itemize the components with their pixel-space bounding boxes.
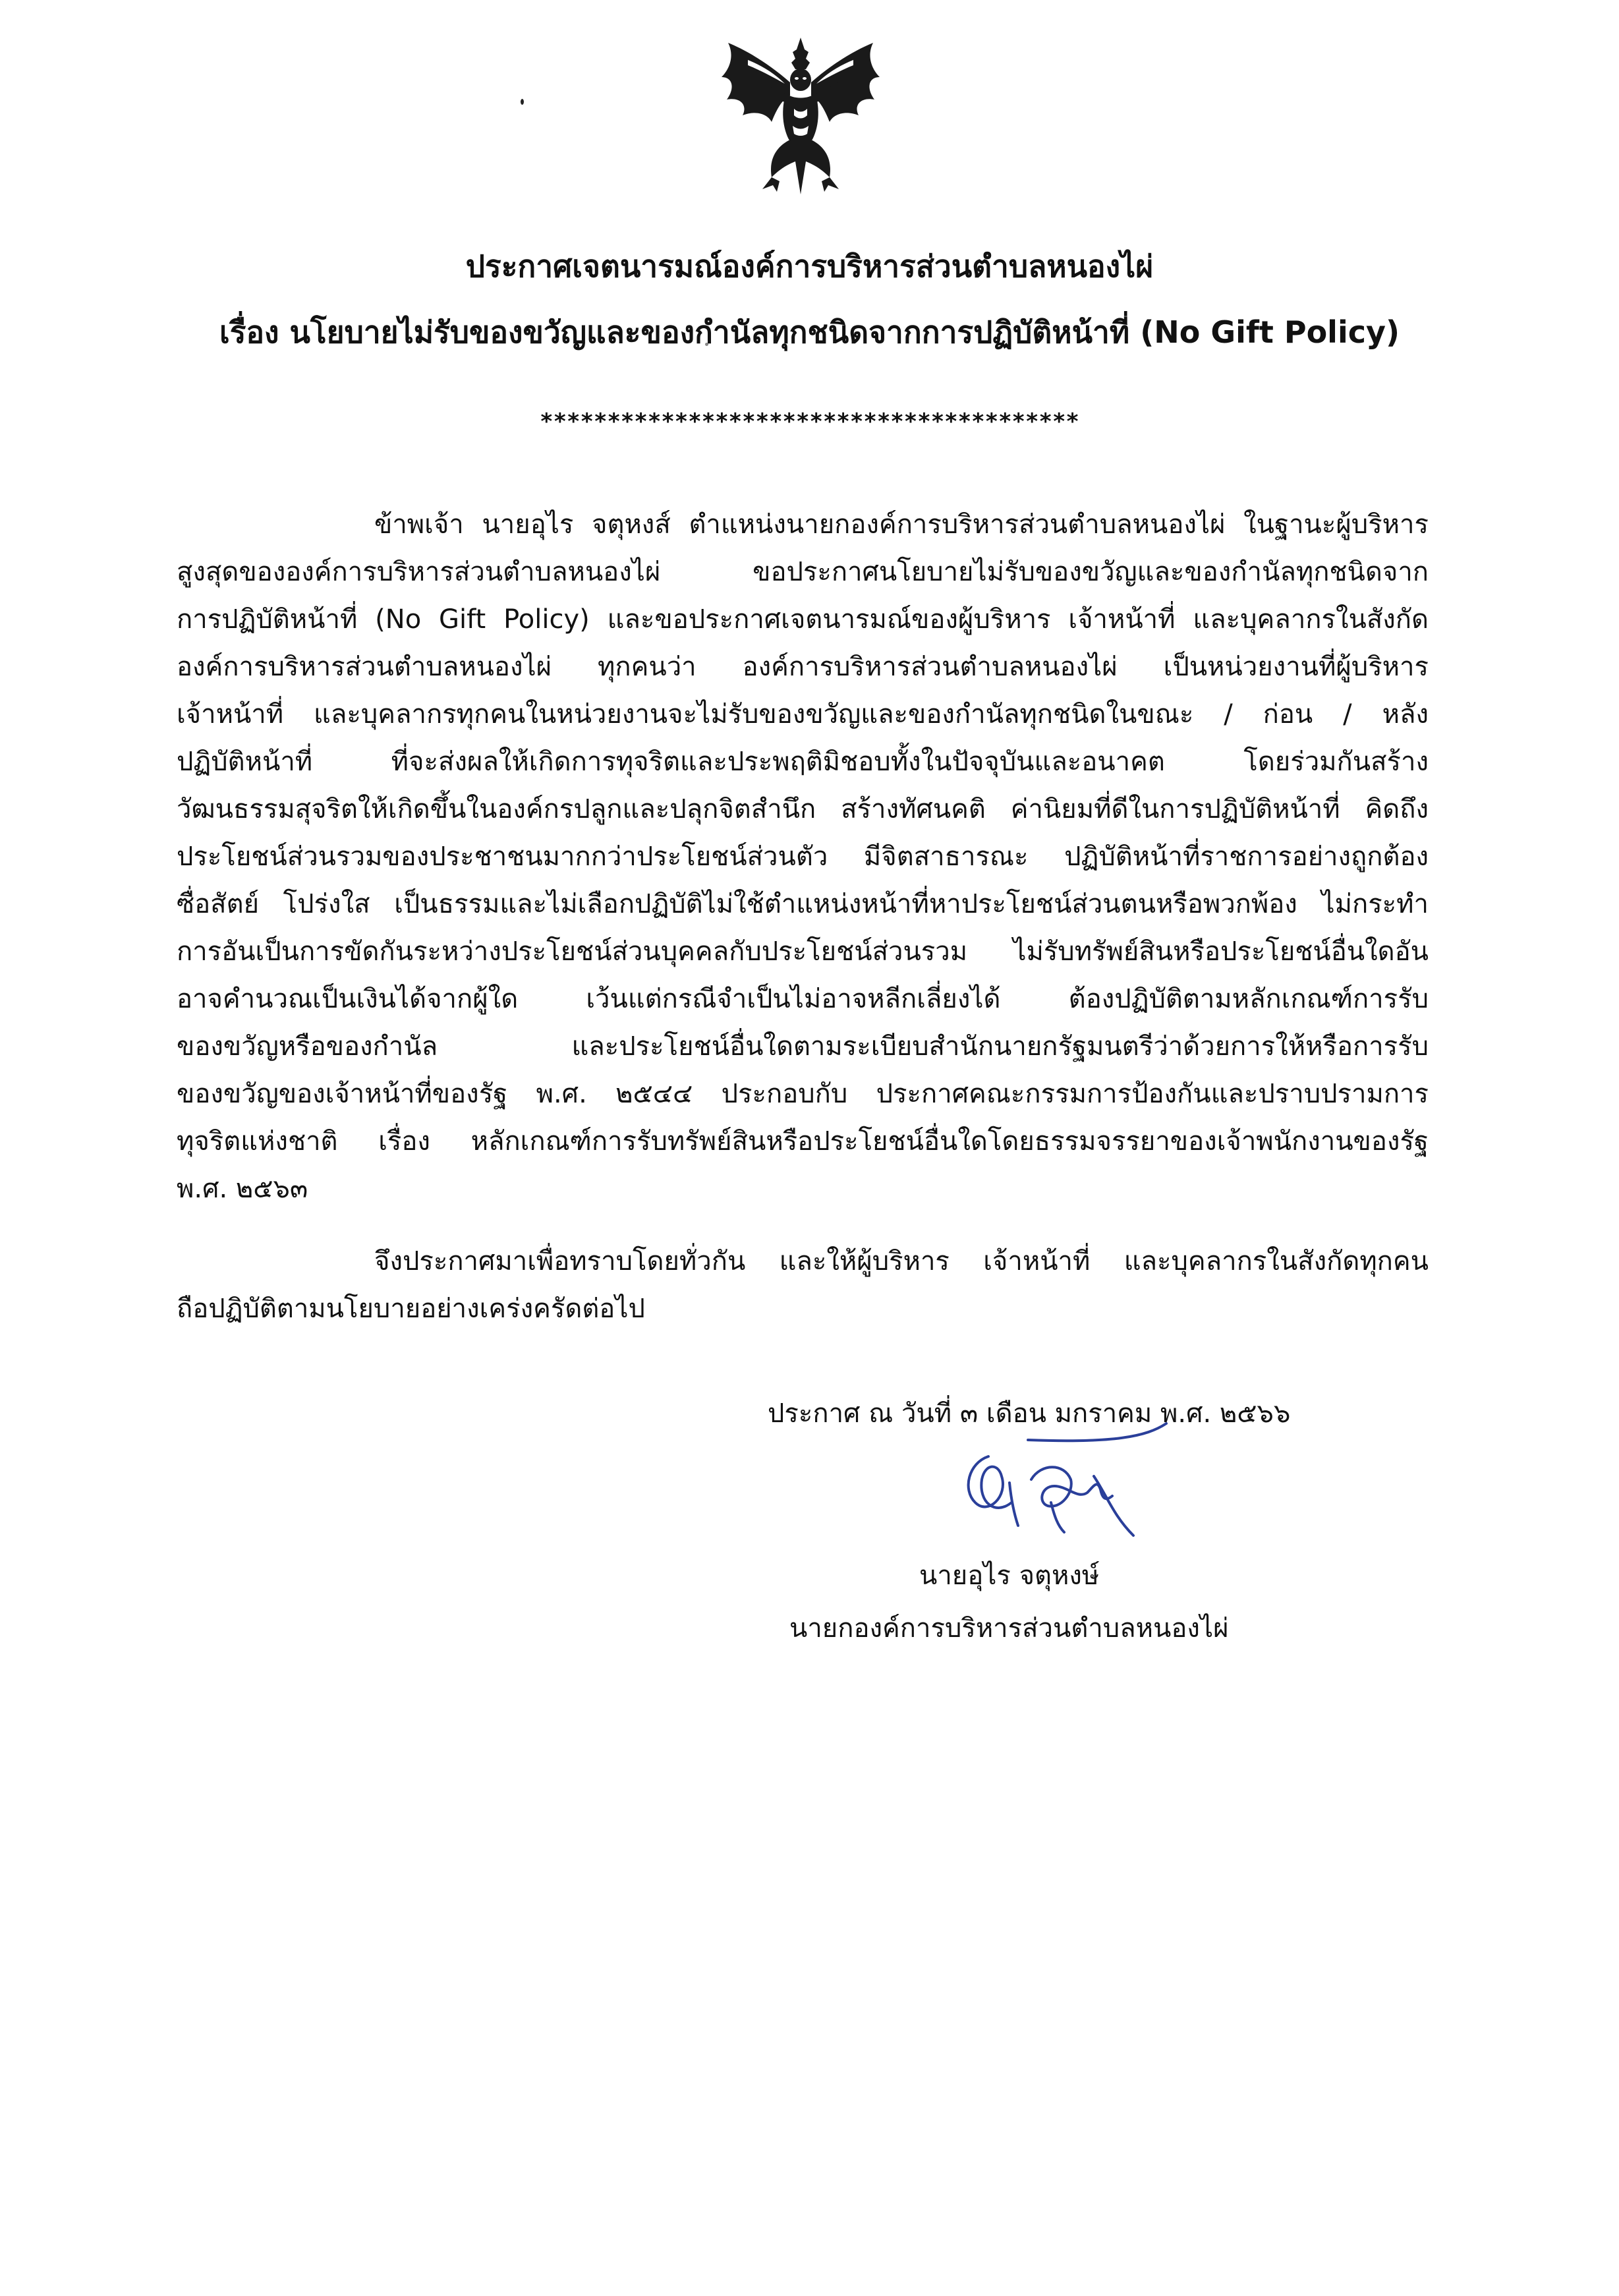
body-line: สูงสุดขององค์การบริหารส่วนตำบลหนองไผ่ ขอประกาศนโยบายไม่รับของขวัญและของกำนัลทุกชนิดจาก — [177, 557, 1429, 587]
body-line: พ.ศ. ๒๕๖๓ — [177, 1174, 308, 1204]
garuda-emblem-icon — [708, 36, 893, 201]
scan-speck — [521, 99, 524, 105]
body-line: ซื่อสัตย์ โปร่งใส เป็นธรรมและไม่เลือกปฏิบัติไม่ใช้ตำแหน่งหน้าที่หาประโยชน์ส่วนตนหรือพวกพ้อง ไม่กระทำ — [177, 889, 1429, 919]
handwritten-signature — [949, 1417, 1186, 1568]
body-line: ประโยชน์ส่วนรวมของประชาชนมากกว่าประโยชน์ส่วนตัว มีจิตสาธารณะ ปฏิบัติหน้าที่ราชการอย่างถูกต้อง — [177, 842, 1429, 872]
signer-name: นายอุไร จตุหงษ์ — [919, 1561, 1100, 1591]
body-line: อาจคำนวณเป็นเงินได้จากผู้ใด เว้นแต่กรณีจำเป็นไม่อาจหลีกเลี่ยงได้ ต้องปฏิบัติตามหลักเกณฑ์การรับ — [177, 984, 1429, 1014]
body-line: การปฏิบัติหน้าที่ (No Gift Policy) และขอประกาศเจตนารมณ์ของผู้บริหาร เจ้าหน้าที่ และบุคลากรในสังกัด — [177, 604, 1429, 635]
closing-line: จึงประกาศมาเพื่อทราบโดยทั่วกัน และให้ผู้บริหาร เจ้าหน้าที่ และบุคลากรในสังกัดทุกคน — [374, 1246, 1429, 1277]
document-title-line-2: เรื่อง นโยบายไม่รับของขวัญและของกำนัลทุกชนิดจากการปฏิบัติหน้าที่ (No Gift Policy) — [219, 314, 1400, 350]
body-line: ทุจริตแห่งชาติ เรื่อง หลักเกณฑ์การรับทรัพย์สินหรือประโยชน์อื่นใดโดยธรรมจรรยาของเจ้าพนักงานของรัฐ — [177, 1126, 1429, 1157]
body-line: ของขวัญของเจ้าหน้าที่ของรัฐ พ.ศ. ๒๕๔๔ ประกอบกับ ประกาศคณะกรรมการป้องกันและปราบปรามการ — [177, 1079, 1429, 1109]
body-line: ข้าพเจ้า นายอุไร จตุหงส์ ตำแหน่งนายกองค์การบริหารส่วนตำบลหนองไผ่ ในฐานะผู้บริหาร — [374, 509, 1429, 540]
announcement-body — [177, 501, 1429, 1213]
body-line: วัฒนธรรมสุจริตให้เกิดขึ้นในองค์กรปลูกและปลุกจิตสำนึก สร้างทัศนคติ ค่านิยมที่ดีในการปฏิบัติหน้าที่ คิดถึง — [177, 794, 1429, 824]
asterisk-separator: **************************************** — [540, 409, 1079, 435]
signer-position: นายกองค์การบริหารส่วนตำบลหนองไผ่ — [789, 1613, 1229, 1644]
body-line: เจ้าหน้าที่ และบุคลากรทุกคนในหน่วยงานจะไม่รับของขวัญและของกำนัลทุกชนิดในขณะ / ก่อน / หลัง — [177, 699, 1429, 730]
body-line: ปฏิบัติหน้าที่ ที่จะส่งผลให้เกิดการทุจริตและประพฤติมิชอบทั้งในปัจจุบันและอนาคต โดยร่วมกันสร้าง — [177, 747, 1429, 777]
body-line: การอันเป็นการขัดกันระหว่างประโยชน์ส่วนบุคคลกับประโยชน์ส่วนรวม ไม่รับทรัพย์สินหรือประโยชน์อื่นใดอัน — [177, 936, 1429, 967]
document-title-line-1: ประกาศเจตนารมณ์องค์การบริหารส่วนตำบลหนองไผ่ — [465, 248, 1154, 284]
body-line: ของขวัญหรือของกำนัล และประโยชน์อื่นใดตามระเบียบสำนักนายกรัฐมนตรีว่าด้วยการให้หรือการรับ — [177, 1031, 1429, 1062]
body-line: องค์การบริหารส่วนตำบลหนองไผ่ ทุกคนว่า องค์การบริหารส่วนตำบลหนองไผ่ เป็นหน่วยงานที่ผู้บริหาร — [177, 652, 1429, 682]
announcement-date: ประกาศ ณ วันที่ ๓ เดือน มกราคม พ.ศ. ๒๕๖๖ — [768, 1398, 1291, 1429]
closing-line: ถือปฏิบัติตามนโยบายอย่างเคร่งครัดต่อไป — [177, 1294, 645, 1324]
closing-paragraph — [177, 1238, 1429, 1333]
